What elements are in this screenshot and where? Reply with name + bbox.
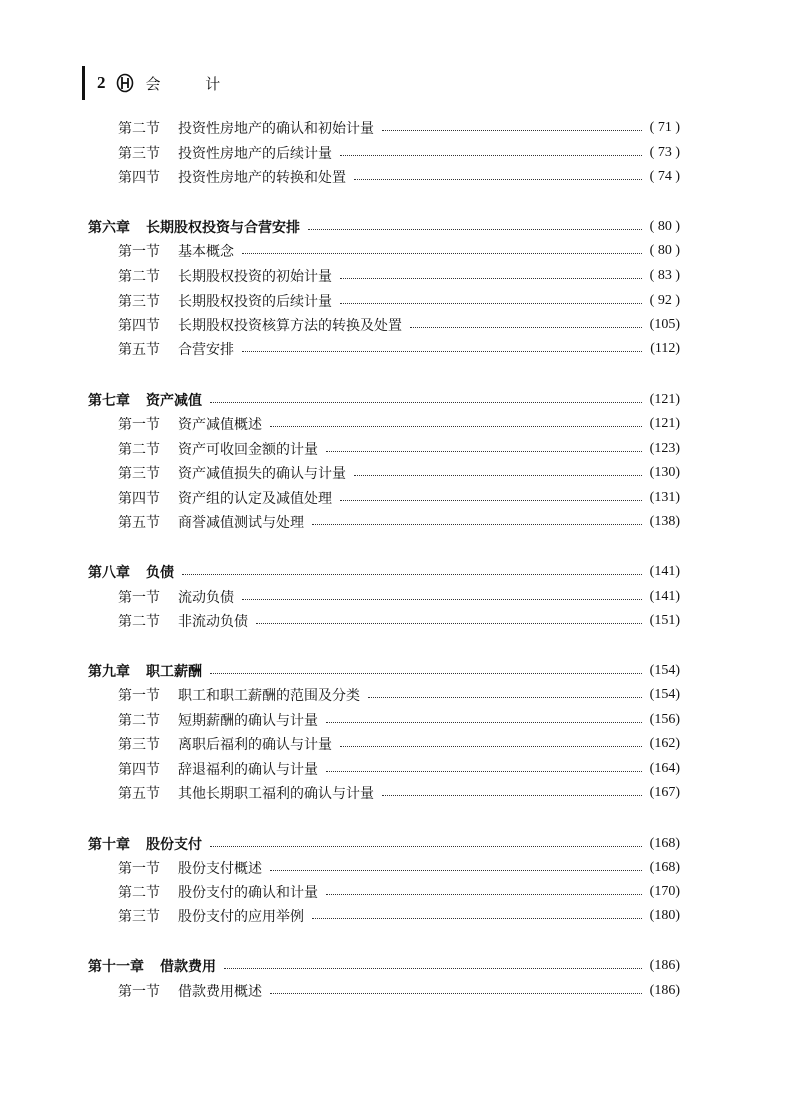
section-title: 长期股权投资的初始计量 <box>178 269 332 285</box>
section-number: 第四节 <box>118 491 160 507</box>
dot-leader <box>340 745 642 747</box>
toc-section-row[interactable] <box>88 980 680 1002</box>
section-number: 第一节 <box>118 590 160 606</box>
toc-chapter-row[interactable] <box>88 833 680 855</box>
page-reference: (164) <box>649 761 680 776</box>
chapter-title: 资产减值 <box>146 393 202 409</box>
section-title: 辞退福利的确认与计量 <box>178 762 318 778</box>
section-title: 借款费用概述 <box>178 984 262 1000</box>
page-reference: ( 73 ) <box>649 145 680 160</box>
toc-section-row[interactable] <box>88 462 680 484</box>
section-title: 投资性房地产的后续计量 <box>178 146 332 162</box>
section-title: 流动负债 <box>178 590 234 606</box>
dot-leader <box>182 573 642 575</box>
section-title: 离职后福利的确认与计量 <box>178 737 332 753</box>
page-number: 2 <box>97 73 106 92</box>
toc-section-row[interactable] <box>88 782 680 804</box>
toc-chapter-row[interactable] <box>88 561 680 583</box>
page-reference: (130) <box>649 465 680 480</box>
dot-leader <box>354 178 642 180</box>
chapter-number: 第十章 <box>88 837 130 853</box>
book-title: 会 计 <box>145 74 241 93</box>
page-reference: (151) <box>649 613 680 628</box>
section-title: 资产减值损失的确认与计量 <box>178 466 346 482</box>
section-number: 第三节 <box>118 909 160 925</box>
dot-leader <box>340 499 642 501</box>
section-number: 第四节 <box>118 170 160 186</box>
section-title: 商誉减值测试与处理 <box>178 515 304 531</box>
section-title: 短期薪酬的确认与计量 <box>178 713 318 729</box>
section-title: 非流动负债 <box>178 614 248 630</box>
dot-leader <box>270 992 642 994</box>
section-title: 投资性房地产的确认和初始计量 <box>178 121 374 137</box>
page-reference: (138) <box>649 514 680 529</box>
section-number: 第一节 <box>118 244 160 260</box>
dot-leader <box>210 845 642 847</box>
running-header <box>82 66 240 100</box>
section-number: 第二节 <box>118 442 160 458</box>
dot-leader <box>312 523 642 525</box>
dot-leader <box>326 893 642 895</box>
page-reference: (121) <box>649 392 680 407</box>
page-reference: (156) <box>649 712 680 727</box>
page-reference: (105) <box>649 317 680 332</box>
page-reference: (168) <box>649 836 680 851</box>
toc-chapter-row[interactable] <box>88 660 680 682</box>
section-number: 第二节 <box>118 121 160 137</box>
section-number: 第三节 <box>118 146 160 162</box>
section-number: 第一节 <box>118 417 160 433</box>
page-reference: (162) <box>649 736 680 751</box>
page-reference: (154) <box>649 663 680 678</box>
dot-leader <box>210 672 642 674</box>
section-number: 第二节 <box>118 713 160 729</box>
page-reference: (121) <box>649 416 680 431</box>
page-reference: (112) <box>650 341 680 356</box>
toc-chapter-row[interactable] <box>88 389 680 411</box>
dot-leader <box>326 721 642 723</box>
header-rule <box>82 66 85 100</box>
section-number: 第三节 <box>118 737 160 753</box>
chapter-number: 第九章 <box>88 664 130 680</box>
section-number: 第二节 <box>118 269 160 285</box>
dot-leader <box>354 474 642 476</box>
section-number: 第五节 <box>118 786 160 802</box>
dot-leader <box>340 277 642 279</box>
section-number: 第二节 <box>118 614 160 630</box>
chapter-number: 第十一章 <box>88 959 144 975</box>
section-title: 资产可收回金额的计量 <box>178 442 318 458</box>
section-title: 基本概念 <box>178 244 234 260</box>
chapter-title: 长期股权投资与合营安排 <box>146 220 300 236</box>
toc-section-row[interactable] <box>88 905 680 927</box>
chapter-number: 第六章 <box>88 220 130 236</box>
dot-leader <box>326 450 642 452</box>
section-number: 第四节 <box>118 318 160 334</box>
section-number: 第三节 <box>118 294 160 310</box>
section-title: 资产组的认定及减值处理 <box>178 491 332 507</box>
page-reference: (141) <box>649 589 680 604</box>
page-reference: ( 80 ) <box>649 219 680 234</box>
page-reference: (168) <box>649 860 680 875</box>
section-title: 长期股权投资核算方法的转换及处置 <box>178 318 402 334</box>
chapter-number: 第七章 <box>88 393 130 409</box>
section-number: 第五节 <box>118 515 160 531</box>
dot-leader <box>410 326 642 328</box>
page-reference: (180) <box>649 908 680 923</box>
page-reference: (154) <box>649 687 680 702</box>
section-number: 第四节 <box>118 762 160 778</box>
chapter-title: 负债 <box>146 565 174 581</box>
toc-section-row[interactable] <box>88 511 680 533</box>
section-number: 第一节 <box>118 688 160 704</box>
chapter-title: 股份支付 <box>146 837 202 853</box>
dot-leader <box>368 696 642 698</box>
section-title: 其他长期职工福利的确认与计量 <box>178 786 374 802</box>
toc-section-row[interactable] <box>88 733 680 755</box>
section-number: 第二节 <box>118 885 160 901</box>
toc-chapter-row[interactable] <box>88 955 680 977</box>
dot-leader <box>224 967 642 969</box>
dot-leader <box>256 622 642 624</box>
toc-section-row[interactable] <box>88 487 680 509</box>
toc-section-row[interactable] <box>88 709 680 731</box>
toc-section-row[interactable] <box>88 142 680 164</box>
dot-leader <box>270 425 642 427</box>
page-reference: (186) <box>649 983 680 998</box>
page-reference: ( 71 ) <box>649 120 680 135</box>
dot-leader <box>340 302 642 304</box>
toc-section-row[interactable] <box>88 438 680 460</box>
toc-section-row[interactable] <box>88 338 680 360</box>
page-reference: (167) <box>649 785 680 800</box>
page-reference: ( 74 ) <box>649 169 680 184</box>
dot-leader <box>312 917 642 919</box>
dot-leader <box>242 350 642 352</box>
chapter-title: 借款费用 <box>160 959 216 975</box>
dot-leader <box>242 598 642 600</box>
section-title: 长期股权投资的后续计量 <box>178 294 332 310</box>
toc-section-row[interactable] <box>88 290 680 312</box>
toc-section-row[interactable] <box>88 758 680 780</box>
chapter-title: 职工薪酬 <box>146 664 202 680</box>
toc-section-row[interactable] <box>88 881 680 903</box>
dot-leader <box>210 401 642 403</box>
section-title: 投资性房地产的转换和处置 <box>178 170 346 186</box>
dot-leader <box>242 252 642 254</box>
section-title: 合营安排 <box>178 342 234 358</box>
section-number: 第一节 <box>118 984 160 1000</box>
page-reference: (141) <box>649 564 680 579</box>
dot-leader <box>382 794 642 796</box>
dot-leader <box>382 129 642 131</box>
section-title: 职工和职工薪酬的范围及分类 <box>178 688 360 704</box>
page-reference: ( 80 ) <box>649 243 680 258</box>
section-number: 第一节 <box>118 861 160 877</box>
page-reference: ( 92 ) <box>649 293 680 308</box>
page-reference: (131) <box>649 490 680 505</box>
toc-section-row[interactable] <box>88 117 680 139</box>
toc-section-row[interactable] <box>88 684 680 706</box>
publisher-logo-icon <box>116 73 134 93</box>
toc-section-row[interactable] <box>88 857 680 879</box>
page-reference: (123) <box>649 441 680 456</box>
toc-section-row[interactable] <box>88 314 680 336</box>
page-reference: ( 83 ) <box>649 268 680 283</box>
toc-section-row[interactable] <box>88 413 680 435</box>
toc-section-row[interactable] <box>88 265 680 287</box>
toc-section-row[interactable] <box>88 586 680 608</box>
page-reference: (186) <box>649 958 680 973</box>
page-reference: (170) <box>649 884 680 899</box>
dot-leader <box>270 869 642 871</box>
toc-section-row[interactable] <box>88 240 680 262</box>
toc-section-row[interactable] <box>88 166 680 188</box>
dot-leader <box>340 154 642 156</box>
section-title: 资产减值概述 <box>178 417 262 433</box>
dot-leader <box>326 770 642 772</box>
section-number: 第三节 <box>118 466 160 482</box>
section-title: 股份支付概述 <box>178 861 262 877</box>
section-number: 第五节 <box>118 342 160 358</box>
section-title: 股份支付的确认和计量 <box>178 885 318 901</box>
section-title: 股份支付的应用举例 <box>178 909 304 925</box>
toc-chapter-row[interactable] <box>88 216 680 238</box>
dot-leader <box>308 228 642 230</box>
chapter-number: 第八章 <box>88 565 130 581</box>
toc-section-row[interactable] <box>88 610 680 632</box>
